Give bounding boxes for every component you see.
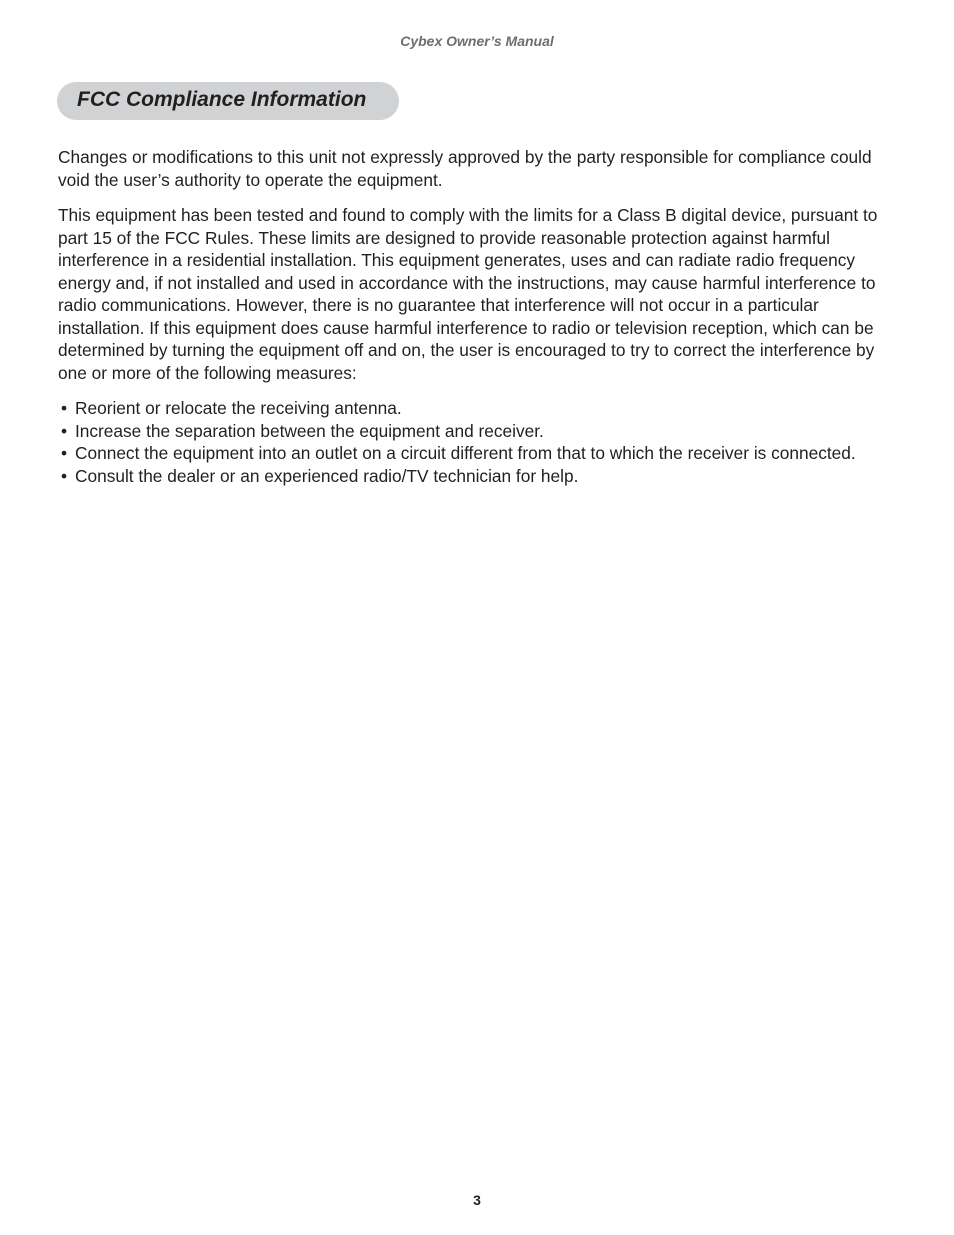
list-item <box>58 442 894 465</box>
bullet-icon: • <box>61 420 68 441</box>
list-item <box>58 420 894 443</box>
list-item <box>58 397 894 420</box>
section-title: FCC Compliance Information <box>77 88 367 111</box>
list-item-text: Consult the dealer or an experienced radio/TV technician for help. <box>75 465 579 486</box>
running-header: Cybex Owner’s Manual <box>400 33 554 49</box>
bullet-icon: • <box>61 465 68 486</box>
bullet-icon: • <box>61 443 68 463</box>
page-number: 3 <box>473 1192 481 1208</box>
list-item-text: Increase the separation between the equipment and receiver. <box>75 420 544 441</box>
measures-list <box>58 397 894 487</box>
list-item <box>58 465 894 488</box>
bullet-icon: • <box>61 398 68 418</box>
list-item-text: Connect the equipment into an outlet on a circuit different from that to which the receiver is connected. <box>75 443 856 463</box>
body-content <box>58 146 894 487</box>
list-item-text: Reorient or relocate the receiving antenna. <box>75 398 402 418</box>
paragraph-modifications: Changes or modifications to this unit not expressly approved by the party responsible for compliance could void the user’s authority to operate the equipment. <box>58 147 872 190</box>
section-heading-banner <box>57 82 399 120</box>
paragraph-class-b-compliance: This equipment has been tested and found to comply with the limits for a Class B digital device, pursuant to part 15 of the FCC Rules. These limits are designed to provide reasonable protection against harmful interference in a residential installation. This equipment generates, uses and can radiate radio frequency energy and, if not installed and used in accordance with the instructions, may cause harmful interference to radio communications. However, there is no guarantee that interference will not occur in a particular installation. If this equipment does cause harmful interference to radio or television reception, which can be determined by turning the equipment off and on, the user is encouraged to try to correct the interference by one or more of the following measures: <box>58 205 878 383</box>
